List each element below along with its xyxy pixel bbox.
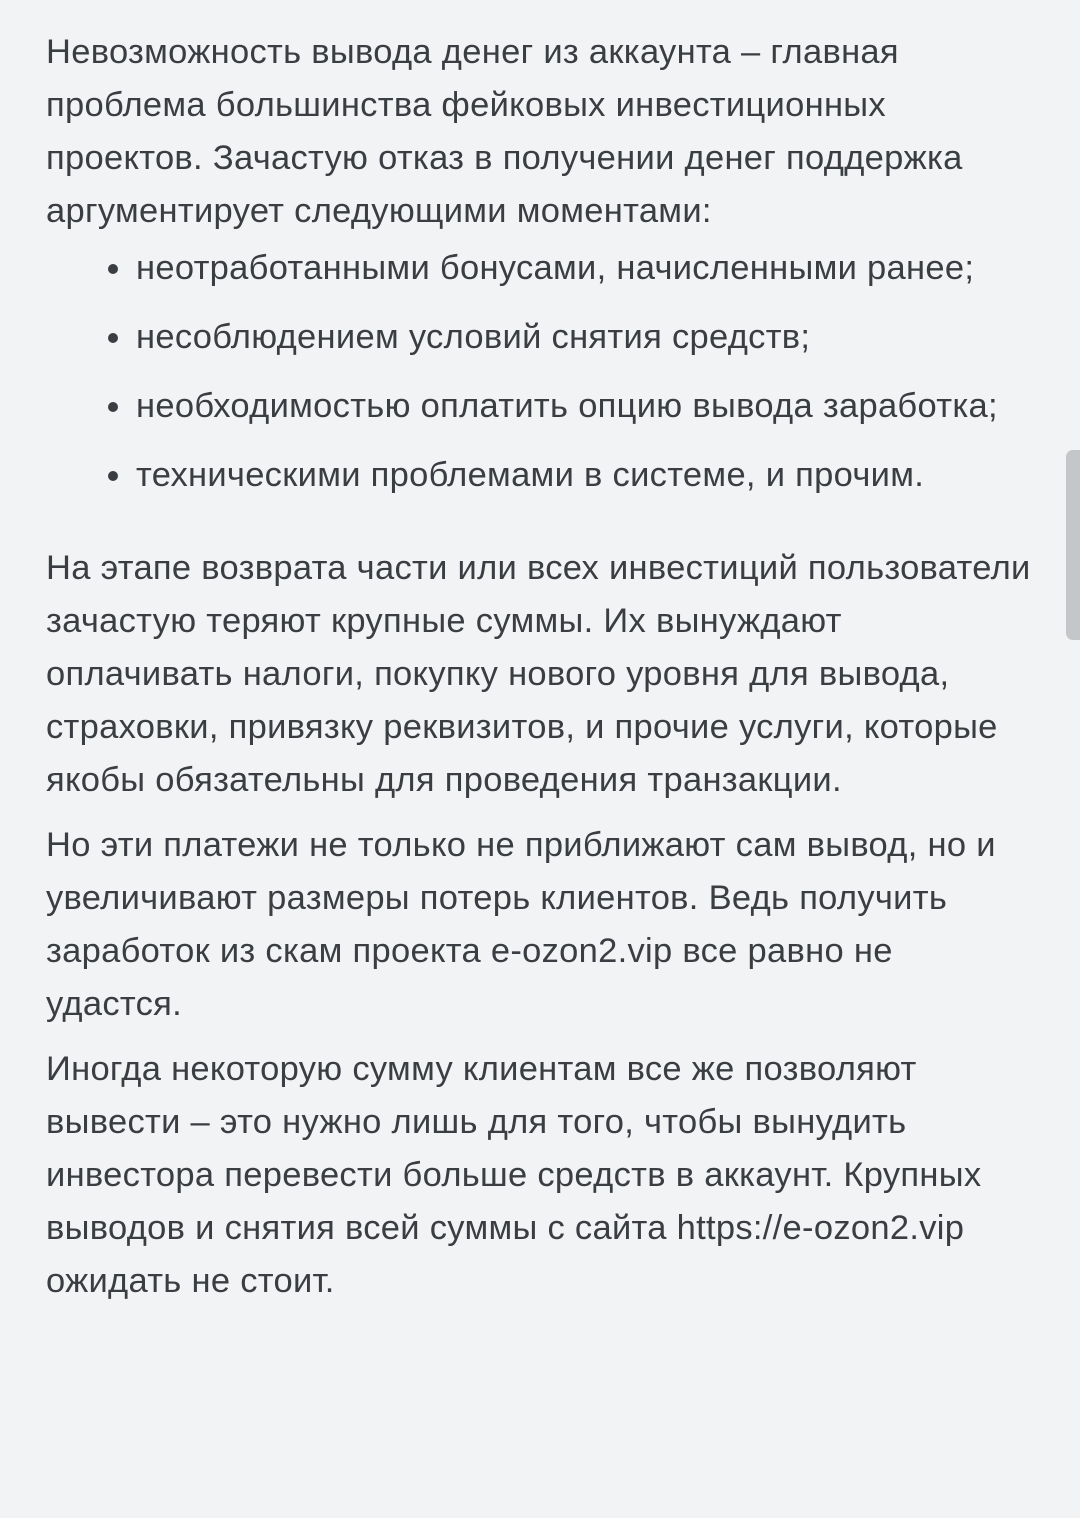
list-item-text: техническими проблемами в системе, и прочим. bbox=[136, 456, 925, 494]
bullet-dot-icon bbox=[108, 333, 118, 343]
paragraph-losses: На этапе возврата части или всех инвестиций пользователи зачастую теряют крупные суммы. Их вынуждают оплачивать налоги, покупку нового уровня для вывода, страховки, привязку реквизитов, и прочие услуги, которые якобы обязательны для проведения транзакции. bbox=[46, 549, 1031, 799]
list-item bbox=[46, 449, 1036, 502]
list-item-text: неотработанными бонусами, начисленными ранее; bbox=[136, 249, 975, 287]
intro-paragraph: Невозможность вывода денег из аккаунта – главная проблема большинства фейковых инвестиционных проектов. Зачастую отказ в получении денег поддержка аргументирует следующими моментами: bbox=[46, 33, 963, 230]
list-item-text: необходимостью оплатить опцию вывода заработка; bbox=[136, 387, 998, 425]
scrollbar-thumb[interactable] bbox=[1066, 450, 1080, 640]
bullet-dot-icon bbox=[108, 264, 118, 274]
paragraph-payments: Но эти платежи не только не приближают сам вывод, но и увеличивают размеры потерь клиентов. Ведь получить заработок из скам проекта e-ozon2.vip все равно не удастся. bbox=[46, 826, 996, 1023]
article-body bbox=[46, 26, 1036, 1308]
list-item-text: несоблюдением условий снятия средств; bbox=[136, 318, 811, 356]
list-item bbox=[46, 311, 1036, 364]
paragraph-withdrawals: Иногда некоторую сумму клиентам все же позволяют вывести – это нужно лишь для того, чтобы вынудить инвестора перевести больше средств в аккаунт. Крупных выводов и снятия всей суммы с сайта https://e-ozon2.vip ожидать не стоит. bbox=[46, 1050, 982, 1300]
bullet-dot-icon bbox=[108, 471, 118, 481]
reasons-list bbox=[46, 242, 1036, 502]
list-item bbox=[46, 380, 1036, 433]
bullet-dot-icon bbox=[108, 402, 118, 412]
list-item bbox=[46, 242, 1036, 295]
